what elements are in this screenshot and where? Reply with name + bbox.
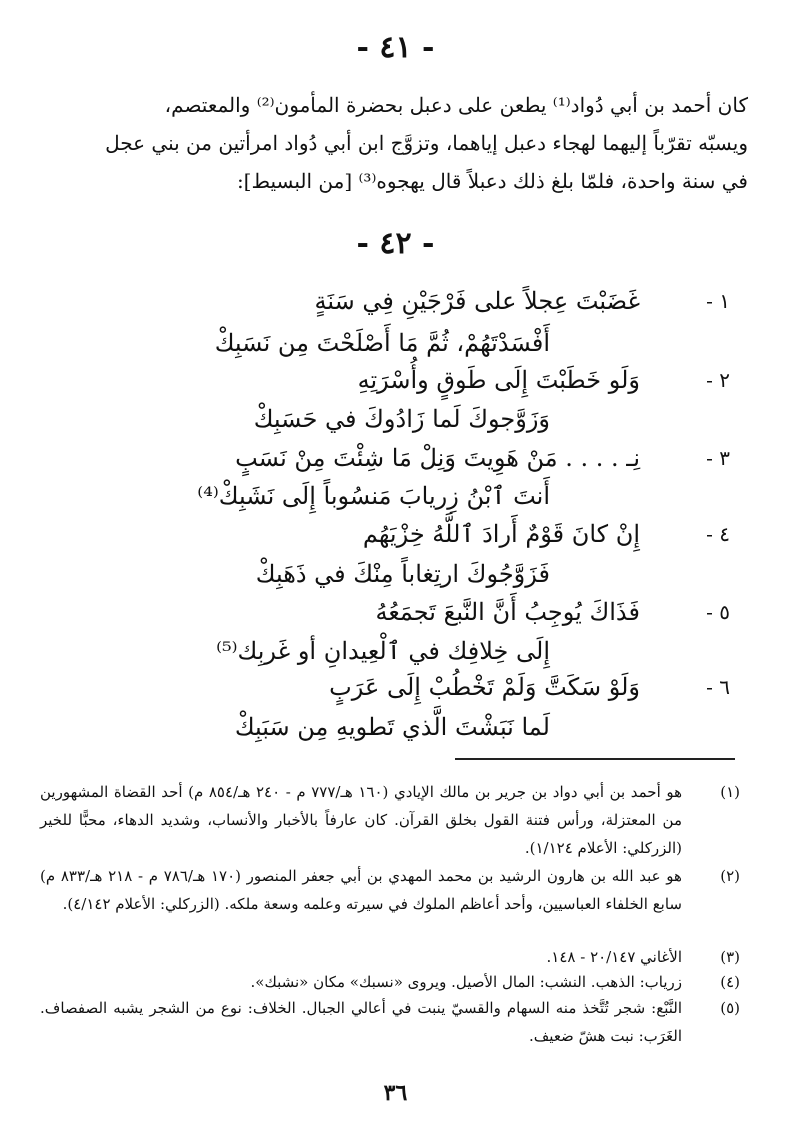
section-heading-41: - ٤١ - — [356, 30, 435, 65]
verse-hemistich-b: وَزَوَّجوكَ لَما زَادُوكَ في حَسَبِكْ — [253, 405, 550, 433]
verse-4-first-hemistich-row — [30, 512, 730, 556]
section-heading-42: - ٤٢ - — [356, 226, 435, 261]
page-number: ٣٦ — [383, 1080, 408, 1106]
footnote-number: (٤) — [720, 973, 740, 991]
verse-number: ٦ - — [706, 675, 730, 699]
verse-2-second-hemistich-row — [30, 397, 730, 441]
verse-hemistich-b: إِلَى خِلافِك في ٱلْعِيدانِ أو غَربِك⁽⁵⁾ — [216, 637, 550, 665]
footnote-text: الأغاني ٢٠/١٤٧ - ١٤٨. — [546, 948, 682, 966]
verse-hemistich-a: وَلَو خَطَبْتَ إِلَى طَوقٍ وأُسْرَتِهِ — [357, 366, 640, 394]
verse-hemistich-a: إِنْ كانَ قَوْمٌ أَرادَ ٱللَّهُ خِزْيَهُم — [362, 520, 640, 548]
verse-number: ٣ - — [706, 446, 730, 470]
footnote-5 — [40, 994, 740, 1050]
footnote-number: (٣) — [720, 948, 740, 966]
prose-line-3: في سنة واحدة، فلمّا بلغ ذلك دعبلاً قال يهجوه⁽³⁾ [من البسيط]: — [236, 169, 748, 193]
verse-1-first-hemistich-row — [30, 279, 730, 323]
footnote-separator — [455, 758, 735, 760]
verse-2-first-hemistich-row — [30, 358, 730, 402]
footnote-text: هو عبد الله بن هارون الرشيد بن محمد المهدي بن أبي جعفر المنصور (١٧٠ هـ/٧٨٦ م - ٢١٨ هـ/٨٣٣ م) سابع الخلفاء العباسيين، وأحد أعاظم الملوك في سيرته وعلمه وسعة ملكه. (الزركلي: الأعلام ٤/١٤٢). — [40, 867, 682, 913]
verse-hemistich-b: أَنتَ ٱبْنُ زِريابَ مَنسُوباً إِلَى نَشَبِكْ⁽⁴⁾ — [197, 482, 550, 510]
footnote-4 — [40, 968, 740, 996]
verse-number: ١ - — [706, 289, 730, 313]
footnote-2 — [40, 862, 740, 918]
footnote-text: زرياب: الذهب. النشب: المال الأصيل. ويروى «نسبك» مكان «نشبك». — [250, 973, 682, 991]
verse-number: ٤ - — [706, 522, 730, 546]
prose-line-2: ويسبّه تقرّباً إليهما لهجاء دعبل إياهما، وتزوَّج ابن أبي دُواد امرأتين من بني عجل — [105, 131, 748, 155]
verse-hemistich-a: غَضَبْتَ عِجلاً على فَرْجَيْنِ فِي سَنَةٍ — [314, 287, 640, 315]
verse-number: ٢ - — [706, 368, 730, 392]
prose-line-1: كان أحمد بن أبي دُواد⁽¹⁾ يطعن على دعبل بحضرة المأمون⁽²⁾ والمعتصم، — [164, 93, 748, 117]
footnote-number: (١) — [720, 783, 740, 801]
verse-hemistich-b: لَما نَبَشْتَ الَّذي تَطويهِ مِن سَبَبِكْ — [234, 713, 550, 741]
verse-hemistich-a: نِـ . . . . مَنْ هَوِيتَ وَنِلْ مَا شِئْتَ مِنْ نَسَبٍ — [235, 444, 640, 472]
footnote-1 — [40, 778, 740, 862]
footnote-number: (٢) — [720, 867, 740, 885]
verse-6-first-hemistich-row — [30, 665, 730, 709]
verse-hemistich-b: فَزَوَّجُوكَ ارتِغاباً مِنْكَ في ذَهَبِكْ — [255, 560, 550, 588]
verse-5-first-hemistich-row — [30, 590, 730, 634]
verse-number: ٥ - — [706, 600, 730, 624]
verse-6-second-hemistich-row — [30, 705, 730, 749]
footnote-3 — [40, 943, 740, 971]
verse-hemistich-a: وَلَوْ سَكَتَّ وَلَمْ تَخْطُبْ إِلَى عَرَبٍ — [329, 673, 640, 701]
verse-hemistich-a: فَذَاكَ يُوجِبُ أَنَّ النَّبعَ تَجمَعُهُ — [375, 598, 640, 626]
footnote-number: (٥) — [720, 999, 740, 1017]
prose-paragraph — [48, 86, 748, 200]
verse-hemistich-b: أَفْسَدْتَهُمْ، ثُمَّ مَا أَصْلَحْتَ مِن نَسَبِكْ — [214, 329, 550, 357]
footnote-text: هو أحمد بن أبي دواد بن جرير بن مالك الإيادي (١٦٠ هـ/٧٧٧ م - ٢٤٠ هـ/٨٥٤ م) أحد القضاة المشهورين من المعتزلة، ورأس فتنة القول بخلق القرآن. كان عارفاً بالأخبار والأنساب، وشديد الدهاء، محبًّا للخير (الزركلي: الأعلام ١/١٢٤). — [40, 783, 682, 857]
footnote-text: النَّبْع: شجر تُتَّخذ منه السهام والقسيّ ينبت في أعالي الجبال. الخلاف: نوع من الشجر يشبه الصفصاف. الغَرَب: نبت هشّ ضعيف. — [40, 999, 682, 1045]
